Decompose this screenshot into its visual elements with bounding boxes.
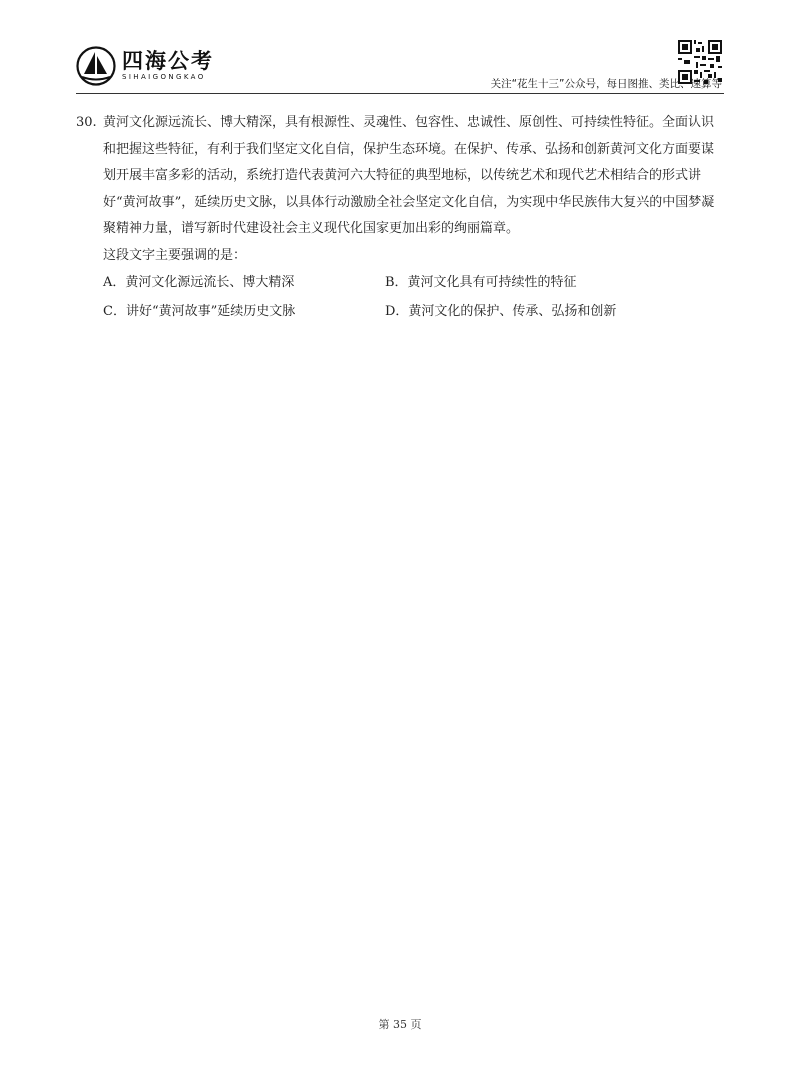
option-a: A．黄河文化源远流长、博大精深 [103, 275, 295, 291]
answer-options [76, 269, 726, 327]
logo [76, 46, 214, 86]
question-number: 30. [76, 115, 97, 130]
header-divider [76, 93, 724, 94]
logo-english: SIHAIGONGKAO [122, 73, 206, 81]
logo-chinese: 四海公考 [122, 49, 214, 73]
question-stem-text: 黄河文化源远流长、博大精深，具有根源性、灵魂性、包容性、忠诚性、原创性、可持续性特征。全面认识和把握这些特征，有利于我们坚定文化自信，保护生态环境。在保护、传承、弘扬和创新黄河文化方面要谋划开展丰富多彩的活动，系统打造代表黄河六大特征的典型地标，以传统艺术和现代艺术相结合的形式讲好“黄河故事”，延续历史文脉，以具体行动激励全社会坚定文化自信，为实现中华民族伟大复兴的中国梦凝聚精神力量，谱写新时代建设社会主义现代化国家更加出彩的绚丽篇章。 [103, 115, 715, 236]
sailboat-logo-icon [76, 46, 116, 86]
question-stem [76, 110, 726, 243]
question-30 [76, 110, 726, 327]
page-number: 第 35 页 [378, 1018, 422, 1031]
option-b: B．黄河文化具有可持续性的特征 [385, 275, 577, 291]
option-d: D．黄河文化的保护、传承、弘扬和创新 [385, 304, 617, 320]
page-header [0, 0, 800, 96]
question-prompt: 这段文字主要强调的是： [103, 247, 247, 263]
options-row-1 [103, 269, 726, 298]
option-c: C．讲好“黄河故事”延续历史文脉 [103, 304, 296, 320]
header-note: 关注“花生十三”公众号，每日图推、类比、速算等 [490, 78, 722, 90]
options-row-2 [103, 298, 726, 327]
